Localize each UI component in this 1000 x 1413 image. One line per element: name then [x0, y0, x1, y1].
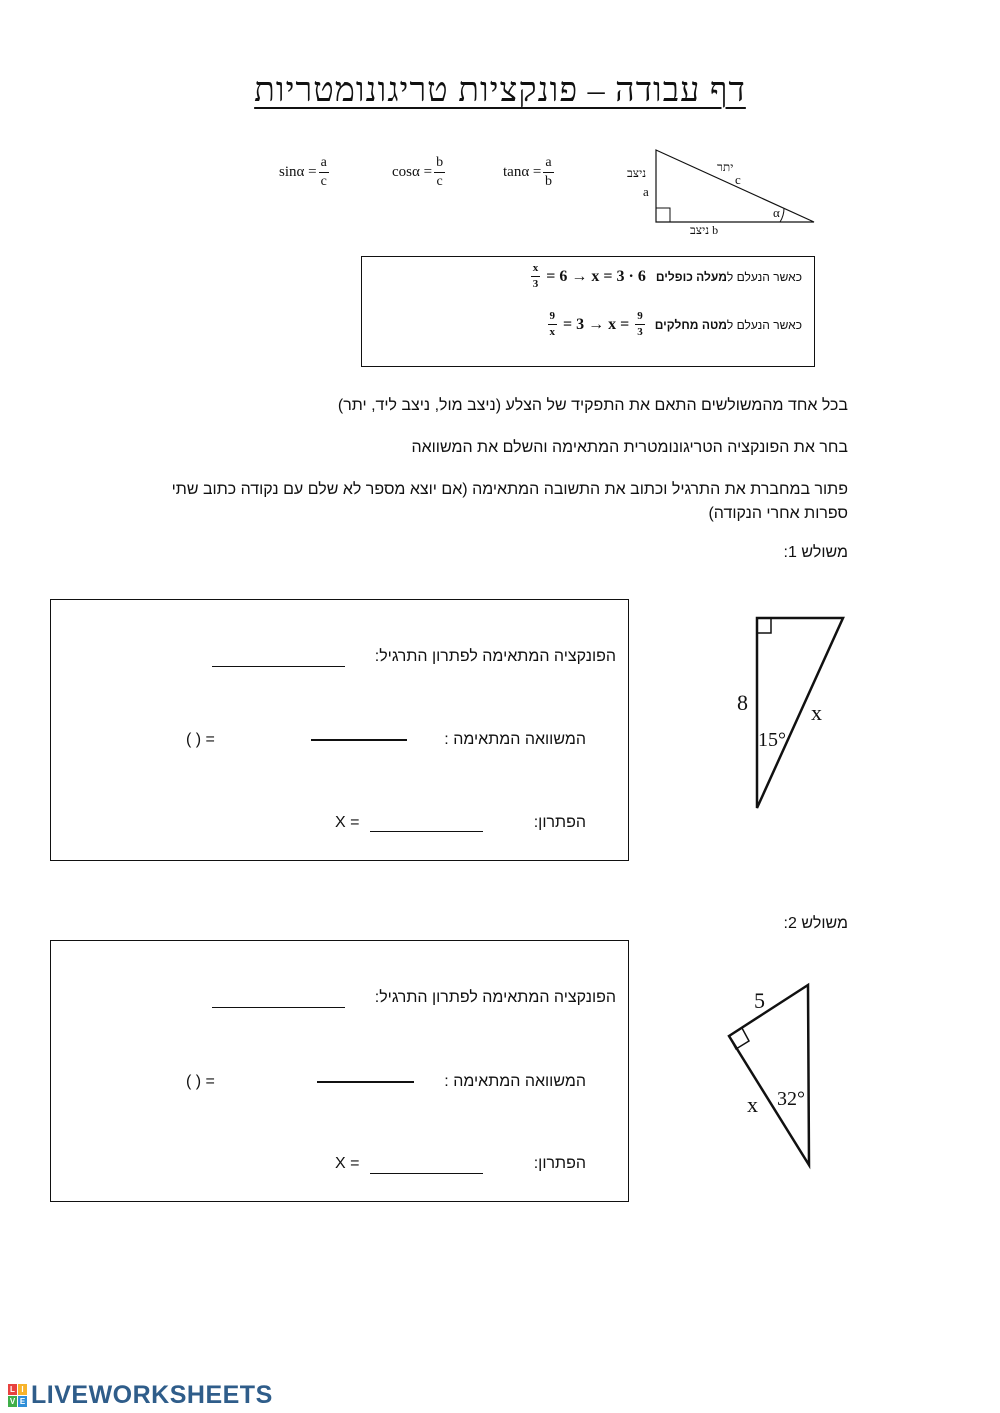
leg-a-letter: a	[643, 184, 649, 199]
exercise-1-side-known: 8	[737, 690, 748, 715]
hyp-letter: c	[735, 172, 741, 187]
logo-blocks-icon: L I V E	[9, 1385, 26, 1406]
exercise-1-solution-input[interactable]	[370, 831, 483, 832]
exercise-2-heading: משולש 2:	[783, 915, 848, 932]
instruction-3: פתור במחברת את התרגיל וכתוב את התשובה המתאימה (אם יוצא מספר לא שלם עם נקודה כתוב שתי ספרות אחרי הנקודה)	[171, 481, 848, 522]
leg-b-label: ניצב b	[690, 223, 719, 237]
exercise-1-side-unknown: x	[811, 700, 822, 725]
instruction-1: בכל אחד מהמשולשים התאם את התפקיד של הצלע (ניצב מול, ניצב ליד, יתר)	[337, 397, 848, 414]
exercise-1-heading: משולש 1:	[783, 544, 848, 561]
leg-a-label: ניצב	[627, 166, 647, 180]
exercise-2-angle: 32°	[777, 1088, 805, 1110]
rule-multiply: כאשר הנעלם למעלה כופלים $\frac{x}{3}$ = 6 → x = 3 · 6	[532, 262, 802, 290]
sin-formula: sinα = $\frac{a}{c}$	[279, 155, 327, 189]
rule-divide: כאשר הנעלם למטה מחלקים $\frac{9}{x}$ = 3 → x = $\frac{9}{3}$	[549, 310, 802, 338]
liveworksheets-logo	[8, 1381, 273, 1410]
rules-box	[361, 256, 815, 367]
brand-text: LIVEWORKSHEETS	[31, 1381, 273, 1409]
exercise-1-func-input[interactable]	[212, 666, 345, 667]
exercise-2-triangle	[720, 975, 840, 1175]
exercise-2-x-label: X =	[335, 1155, 360, 1172]
exercise-1-eq-label: המשוואה המתאימה :	[444, 731, 586, 748]
tan-formula: tanα = $\frac{a}{b}$	[503, 155, 553, 189]
exercise-2-side-unknown: x	[747, 1092, 758, 1117]
exercise-2-eq-label: המשוואה המתאימה :	[444, 1073, 586, 1090]
exercise-2-eq-parens[interactable]: ( ) =	[186, 1073, 215, 1090]
exercise-1-x-label: X =	[335, 814, 360, 831]
exercise-1-func-label: הפונקציה המתאימה לפתרון התרגיל:	[374, 648, 616, 665]
page-title: דף עבודה – פונקציות טריגונומטריות	[254, 72, 746, 109]
exercise-2-solution-input[interactable]	[370, 1173, 483, 1174]
cos-formula: cosα = $\frac{b}{c}$	[392, 155, 444, 189]
alpha-angle: α	[773, 205, 780, 220]
hyp-label: יתר	[717, 160, 734, 174]
exercise-2-func-input[interactable]	[212, 1007, 345, 1008]
instruction-2: בחר את הפונקציה הטריגונומטרית המתאימה והשלם את המשוואה	[411, 439, 848, 456]
exercise-1-eq-parens[interactable]: ( ) =	[186, 731, 215, 748]
exercise-2-side-known: 5	[754, 988, 765, 1013]
exercise-2-func-label: הפונקציה המתאימה לפתרון התרגיל:	[374, 989, 616, 1006]
exercise-1-sol-label: הפתרון:	[533, 814, 586, 831]
exercise-1-fraction-bar[interactable]	[311, 739, 407, 741]
exercise-2-sol-label: הפתרון:	[533, 1155, 586, 1172]
exercise-1-angle: 15°	[758, 729, 786, 751]
exercise-2-fraction-bar[interactable]	[317, 1081, 414, 1083]
